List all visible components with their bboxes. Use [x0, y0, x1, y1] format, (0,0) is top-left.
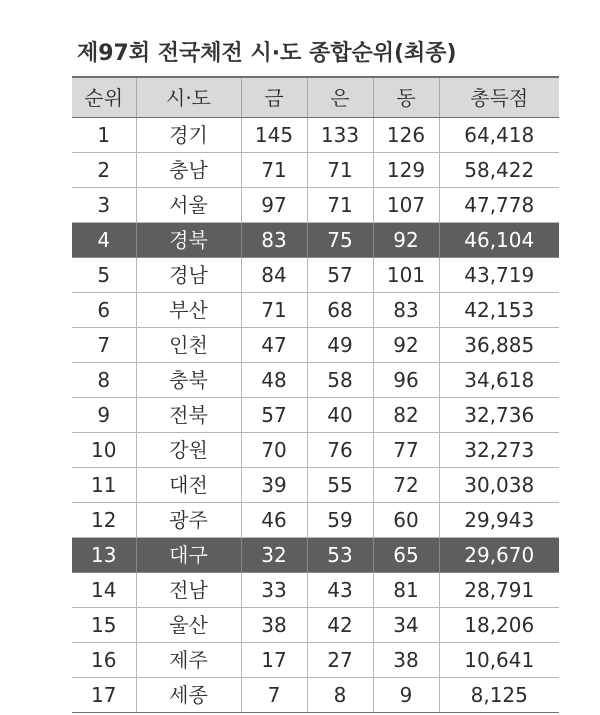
cell-region: 세종 — [136, 678, 241, 713]
cell-rank: 1 — [72, 118, 136, 153]
cell-rank: 17 — [72, 678, 136, 713]
cell-total-score: 29,943 — [439, 503, 559, 538]
cell-total-score: 30,038 — [439, 468, 559, 503]
table-row — [72, 188, 559, 223]
table-row — [72, 118, 559, 153]
cell-rank: 7 — [72, 328, 136, 363]
cell-gold: 47 — [241, 328, 307, 363]
cell-bronze: 92 — [373, 328, 439, 363]
cell-total-score: 46,104 — [439, 223, 559, 258]
cell-total-score: 64,418 — [439, 118, 559, 153]
cell-gold: 71 — [241, 293, 307, 328]
table-row — [72, 643, 559, 678]
cell-region: 제주 — [136, 643, 241, 678]
cell-rank: 3 — [72, 188, 136, 223]
cell-gold: 46 — [241, 503, 307, 538]
cell-gold: 57 — [241, 398, 307, 433]
table-row — [72, 293, 559, 328]
cell-silver: 42 — [307, 608, 373, 643]
cell-rank: 6 — [72, 293, 136, 328]
cell-bronze: 82 — [373, 398, 439, 433]
table-row — [72, 608, 559, 643]
table-title: 제97회 전국체전 시·도 종합순위(최종) — [77, 41, 457, 66]
cell-bronze: 72 — [373, 468, 439, 503]
cell-silver: 71 — [307, 153, 373, 188]
cell-silver: 76 — [307, 433, 373, 468]
cell-silver: 58 — [307, 363, 373, 398]
cell-region: 전북 — [136, 398, 241, 433]
cell-gold: 83 — [241, 223, 307, 258]
cell-silver: 49 — [307, 328, 373, 363]
cell-rank: 14 — [72, 573, 136, 608]
cell-gold: 48 — [241, 363, 307, 398]
cell-total-score: 29,670 — [439, 538, 559, 573]
table-row — [72, 363, 559, 398]
table-row — [72, 328, 559, 363]
cell-gold: 17 — [241, 643, 307, 678]
header-bronze: 동 — [373, 77, 439, 118]
cell-region: 경남 — [136, 258, 241, 293]
header-total-score: 총득점 — [439, 77, 559, 118]
header-row — [72, 77, 559, 118]
cell-region: 강원 — [136, 433, 241, 468]
cell-gold: 32 — [241, 538, 307, 573]
cell-silver: 43 — [307, 573, 373, 608]
cell-gold: 71 — [241, 153, 307, 188]
cell-bronze: 38 — [373, 643, 439, 678]
table-row — [72, 468, 559, 503]
cell-region: 울산 — [136, 608, 241, 643]
cell-bronze: 129 — [373, 153, 439, 188]
cell-total-score: 10,641 — [439, 643, 559, 678]
table-body — [72, 118, 559, 713]
cell-gold: 97 — [241, 188, 307, 223]
cell-region: 서울 — [136, 188, 241, 223]
cell-total-score: 32,273 — [439, 433, 559, 468]
table-row — [72, 538, 559, 573]
cell-silver: 27 — [307, 643, 373, 678]
cell-bronze: 92 — [373, 223, 439, 258]
cell-gold: 38 — [241, 608, 307, 643]
cell-region: 경기 — [136, 118, 241, 153]
cell-region: 인천 — [136, 328, 241, 363]
cell-silver: 75 — [307, 223, 373, 258]
cell-bronze: 126 — [373, 118, 439, 153]
cell-silver: 55 — [307, 468, 373, 503]
cell-bronze: 60 — [373, 503, 439, 538]
cell-silver: 71 — [307, 188, 373, 223]
cell-rank: 2 — [72, 153, 136, 188]
cell-silver: 59 — [307, 503, 373, 538]
cell-bronze: 101 — [373, 258, 439, 293]
cell-gold: 39 — [241, 468, 307, 503]
cell-gold: 70 — [241, 433, 307, 468]
cell-region: 전남 — [136, 573, 241, 608]
cell-bronze: 77 — [373, 433, 439, 468]
header-region: 시·도 — [136, 77, 241, 118]
cell-region: 충북 — [136, 363, 241, 398]
ranking-table — [72, 76, 559, 713]
cell-rank: 10 — [72, 433, 136, 468]
cell-rank: 4 — [72, 223, 136, 258]
cell-region: 대전 — [136, 468, 241, 503]
cell-gold: 145 — [241, 118, 307, 153]
cell-rank: 12 — [72, 503, 136, 538]
cell-bronze: 65 — [373, 538, 439, 573]
cell-rank: 11 — [72, 468, 136, 503]
cell-total-score: 18,206 — [439, 608, 559, 643]
header-gold: 금 — [241, 77, 307, 118]
cell-gold: 7 — [241, 678, 307, 713]
header-silver: 은 — [307, 77, 373, 118]
table-row — [72, 153, 559, 188]
cell-silver: 57 — [307, 258, 373, 293]
table-row — [72, 433, 559, 468]
header-rank: 순위 — [72, 77, 136, 118]
cell-total-score: 28,791 — [439, 573, 559, 608]
cell-bronze: 107 — [373, 188, 439, 223]
cell-total-score: 36,885 — [439, 328, 559, 363]
cell-total-score: 8,125 — [439, 678, 559, 713]
cell-rank: 15 — [72, 608, 136, 643]
table-row — [72, 678, 559, 713]
cell-region: 충남 — [136, 153, 241, 188]
cell-region: 대구 — [136, 538, 241, 573]
cell-silver: 40 — [307, 398, 373, 433]
cell-region: 광주 — [136, 503, 241, 538]
table-row — [72, 398, 559, 433]
cell-rank: 13 — [72, 538, 136, 573]
cell-total-score: 47,778 — [439, 188, 559, 223]
cell-bronze: 83 — [373, 293, 439, 328]
cell-region: 경북 — [136, 223, 241, 258]
cell-rank: 5 — [72, 258, 136, 293]
cell-bronze: 34 — [373, 608, 439, 643]
cell-silver: 68 — [307, 293, 373, 328]
cell-rank: 9 — [72, 398, 136, 433]
cell-gold: 84 — [241, 258, 307, 293]
cell-gold: 33 — [241, 573, 307, 608]
cell-total-score: 34,618 — [439, 363, 559, 398]
cell-rank: 8 — [72, 363, 136, 398]
cell-total-score: 42,153 — [439, 293, 559, 328]
cell-silver: 133 — [307, 118, 373, 153]
cell-region: 부산 — [136, 293, 241, 328]
table-row — [72, 503, 559, 538]
cell-silver: 8 — [307, 678, 373, 713]
cell-total-score: 43,719 — [439, 258, 559, 293]
cell-rank: 16 — [72, 643, 136, 678]
cell-bronze: 81 — [373, 573, 439, 608]
table-row — [72, 258, 559, 293]
cell-bronze: 96 — [373, 363, 439, 398]
cell-bronze: 9 — [373, 678, 439, 713]
table-row — [72, 573, 559, 608]
table-row — [72, 223, 559, 258]
cell-total-score: 58,422 — [439, 153, 559, 188]
cell-silver: 53 — [307, 538, 373, 573]
cell-total-score: 32,736 — [439, 398, 559, 433]
